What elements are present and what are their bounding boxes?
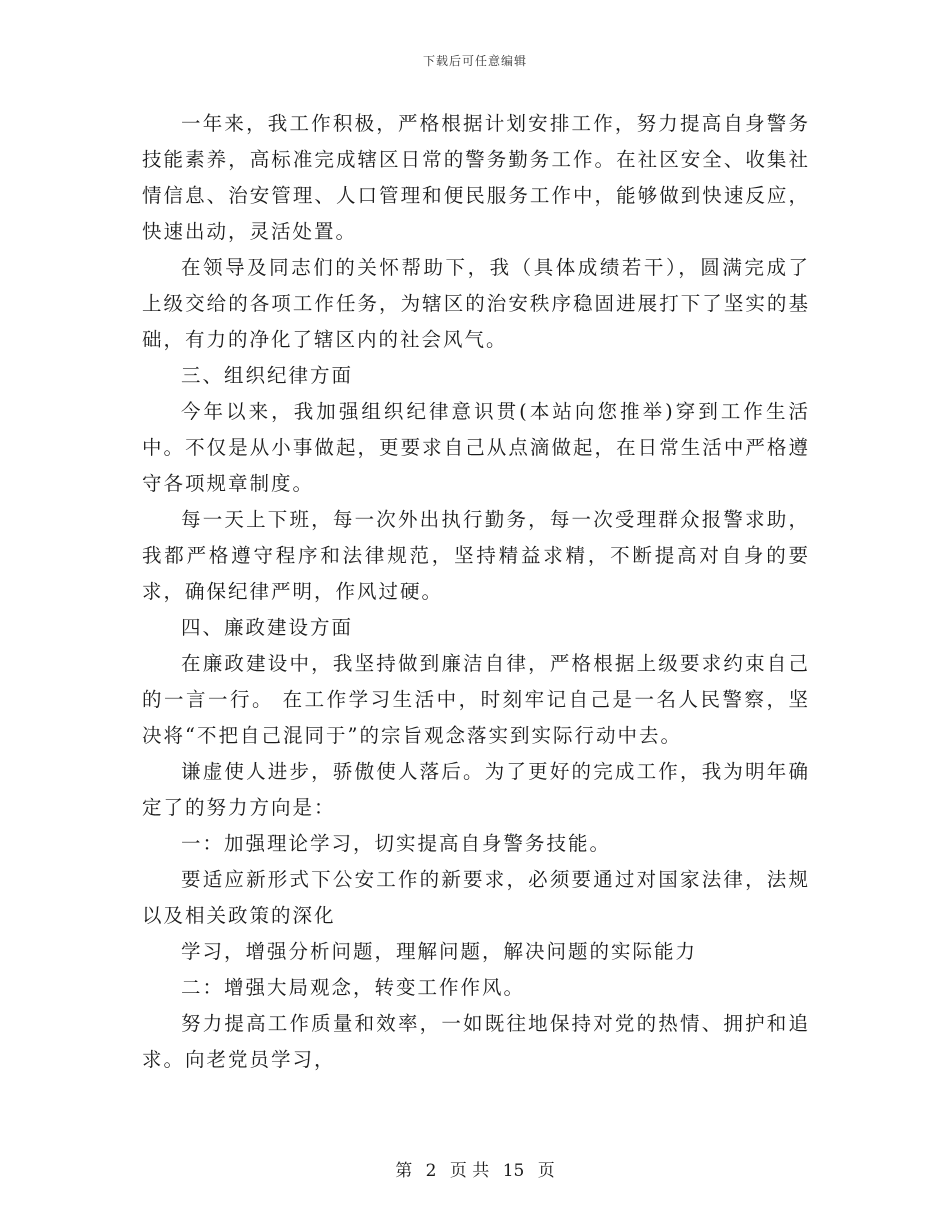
footer-prefix: 第	[395, 1161, 413, 1181]
total-pages-number: 15	[502, 1161, 525, 1181]
current-page-number: 2	[425, 1161, 437, 1181]
paragraph: 要适应新形式下公安工作的新要求，必须要通过对国家法律，法规以及相关政策的深化	[142, 868, 810, 927]
paragraph: 学习，增强分析问题，理解问题，解决问题的实际能力	[181, 940, 698, 963]
section-heading: 三、组织纪律方面	[181, 364, 354, 387]
paragraph: 在领导及同志们的关怀帮助下，我（具体成绩若干），圆满完成了上级交给的各项工作任务，为辖区的治安秩序稳固进展打下了坚实的基础，有力的净化了辖区内的社会风气。	[142, 256, 810, 351]
list-item: 二：增强大局观念，转变工作作风。	[181, 976, 526, 999]
document-body	[142, 106, 810, 1078]
footer-suffix: 页	[537, 1161, 555, 1181]
section-heading: 四、廉政建设方面	[181, 616, 354, 639]
footer-middle: 页 共	[449, 1161, 490, 1181]
paragraph: 努力提高工作质量和效率，一如既往地保持对党的热情、拥护和追求。向老党员学习，	[142, 1012, 810, 1071]
paragraph: 谦虚使人进步，骄傲使人落后。为了更好的完成工作，我为明年确定了的努力方向是：	[142, 760, 810, 819]
list-item: 一：加强理论学习，切实提高自身警务技能。	[181, 832, 612, 855]
paragraph: 每一天上下班，每一次外出执行勤务，每一次受理群众报警求助，我都严格遵守程序和法律规范，坚持精益求精，不断提高对自身的要求，确保纪律严明，作风过硬。	[142, 508, 810, 603]
page-header: 下载后可任意编辑	[422, 54, 527, 68]
paragraph: 一年来，我工作积极，严格根据计划安排工作，努力提高自身警务技能素养，高标准完成辖区日常的警务勤务工作。在社区安全、收集社情信息、治安管理、人口管理和便民服务工作中，能够做到快速反应，快速出动，灵活处置。	[142, 112, 810, 243]
paragraph: 今年以来，我加强组织纪律意识贯(本站向您推举)穿到工作生活中。不仅是从小事做起，更要求自己从点滴做起，在日常生活中严格遵守各项规章制度。	[142, 400, 810, 495]
paragraph: 在廉政建设中，我坚持做到廉洁自律，严格根据上级要求约束自己的一言一行。 在工作学习生活中，时刻牢记自己是一名人民警察，坚决将“不把自己混同于”的宗旨观念落实到实际行动中去。	[142, 652, 810, 747]
page-footer	[0, 1156, 950, 1181]
